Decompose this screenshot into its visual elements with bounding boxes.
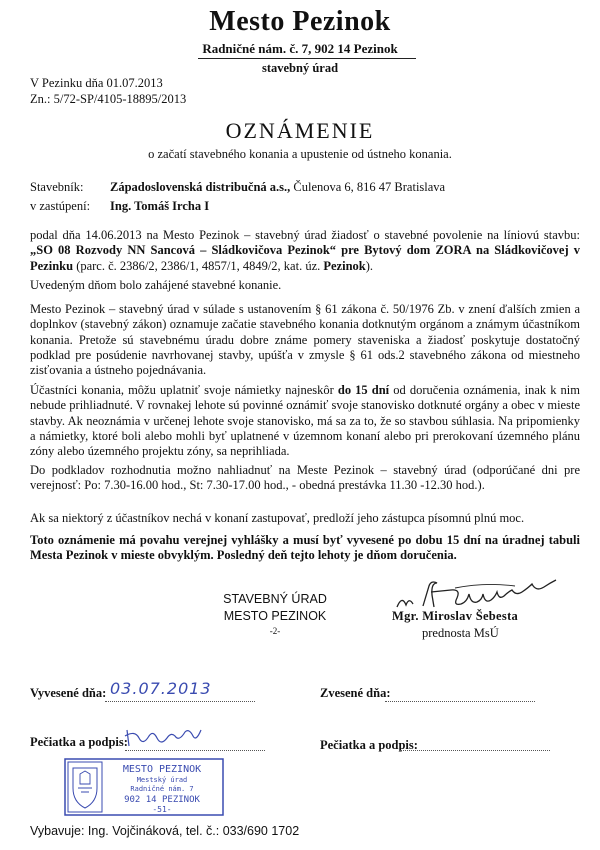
- procedure-start-paragraph: Uvedeným dňom bolo zahájené stavebné konanie.: [30, 278, 282, 292]
- representative-name: Ing. Tomáš Ircha I: [110, 199, 210, 213]
- posted-date: 03.07.2013: [110, 679, 212, 698]
- builder-label: Stavebník:: [30, 180, 84, 194]
- stamp-line-5: -51-: [152, 805, 172, 814]
- stamp-line-3: Radničné nám. 7: [130, 785, 194, 793]
- builder-value: [110, 180, 445, 195]
- builder-name: Západoslovenská distribučná a.s.,: [110, 180, 291, 194]
- posted-date-line: [105, 701, 255, 702]
- official-stamp: [64, 758, 224, 821]
- notice-subheading: o začatí stavebného konania a upustenie od ústneho konania.: [148, 147, 452, 161]
- stamp-signature-label-right: Pečiatka a podpis:: [320, 738, 418, 752]
- stamp-image: [64, 758, 224, 816]
- notice-heading: OZNÁMENIE: [225, 118, 375, 143]
- page-marker: -2-: [269, 626, 281, 636]
- posting-signature: [123, 724, 213, 755]
- deadline: do 15 dní: [337, 383, 390, 397]
- signatory-role: prednosta MsÚ: [422, 626, 499, 640]
- objections-paragraph: Účastníci konania, môžu uplatniť svoje námietky najneskôr do 15 dní od doručenia oznámenia, inak k nim nebude prihliadnuté. V rovnakej lehote sú povinné oznámiť svoje stanovisko dotknuté orgány a obec v mieste stavby. Ak neoznámia v určenej lehote svoje stanovisko, má sa za to, že so stavbou súhlasia. Na pripomienky a námietky, ktoré boli alebo mohli byť uplatnené v územnom konaní alebo pri prerokovaní územného plánu zóny alebo územného projektu zóny, sa neprihliada.: [30, 383, 580, 459]
- legal-basis-paragraph: Mesto Pezinok – stavebný úrad v súlade s ustanovením § 61 zákona č. 50/1976 Zb. v znení ďalších zmien a doplnkov (stavebný zákon) oznamuje začatie stavebného konania dotknutým orgánom a známym účastníkom konania. Pretože sú stavebnému úradu dobre známe pomery staveniska a žiadosť poskytuje dostatočný podklad pre posúdenie navrhovanej stavby, upúšťa v zmysle § 61 ods.2 stavebného zákona od miestneho zisťovania a ústneho pojednávania.: [30, 302, 580, 378]
- stamp-signature-line-right: [400, 750, 550, 751]
- signatory-name: Mgr. Miroslav Šebesta: [392, 609, 519, 623]
- signature-office-line2: MESTO PEZINOK: [223, 609, 327, 623]
- stamp-line-1: MESTO PEZINOK: [122, 764, 202, 775]
- place-date: V Pezinku dňa 01.07.2013: [30, 76, 163, 90]
- stamp-line-2: Mestský úrad: [136, 776, 188, 784]
- removed-date-line: [385, 701, 535, 702]
- header-divider: [198, 58, 416, 59]
- stamp-line-4: 902 14 PEZINOK: [124, 795, 200, 805]
- prepared-by: Vybavuje: Ing. Vojčináková, tel. č.: 033/690 1702: [30, 824, 300, 838]
- office-name: stavebný úrad: [261, 61, 339, 75]
- posted-label: Vyvesené dňa:: [30, 686, 107, 700]
- removed-label: Zvesené dňa:: [320, 686, 391, 700]
- representative-label: v zastúpení:: [30, 199, 91, 213]
- stamp-signature-label-left: Pečiatka a podpis:: [30, 735, 128, 749]
- representation-paragraph: Ak sa niektorý z účastníkov nechá v konaní zastupovať, predloží jeho zástupca písomnú plnú moc.: [30, 511, 525, 525]
- office-hours-paragraph: Do podkladov rozhodnutia možno nahliadnuť na Meste Pezinok – stavebný úrad (odporúčané dni pre verejnosť: Po: 7.30-16.00 hod., St: 7.30-17.00 hod., - obedná prestávka 11.30 -12.30 hod.).: [30, 463, 580, 493]
- application-paragraph: podal dňa 14.06.2013 na Mesto Pezinok – stavebný úrad žiadosť o stavebné povolenie na líniovú stavbu: „SO 08 Rozvody NN Sancová – Sládkovičova Pezinok“ pre Bytový dom ZORA na Sládkovičovej v Pezinku (parc. č. 2386/2, 2386/1, 4857/1, 4849/2, kat. úz. Pezinok).: [30, 228, 580, 273]
- builder-address: Čulenova 6, 816 47 Bratislava: [290, 180, 446, 194]
- public-notice-paragraph: Toto oznámenie má povahu verejnej vyhlášky a musí byť vyvesené po dobu 15 dní na úradnej tabuli Mesta Pezinok v mieste obvyklým. Posledný deň tejto lehoty je dňom doručenia.: [30, 533, 580, 563]
- reference-number: Zn.: 5/72-SP/4105-18895/2013: [30, 92, 187, 106]
- signature-office-line1: STAVEBNÝ ÚRAD: [223, 592, 327, 606]
- municipality-title: Mesto Pezinok: [209, 6, 391, 37]
- municipality-address: Radničné nám. č. 7, 902 14 Pezinok: [202, 41, 398, 56]
- project-name: „SO 08 Rozvody NN Sancová – Sládkovičova Pezinok“ pre Bytový dom ZORA na Sládkovičovej v Pezinku: [30, 243, 580, 273]
